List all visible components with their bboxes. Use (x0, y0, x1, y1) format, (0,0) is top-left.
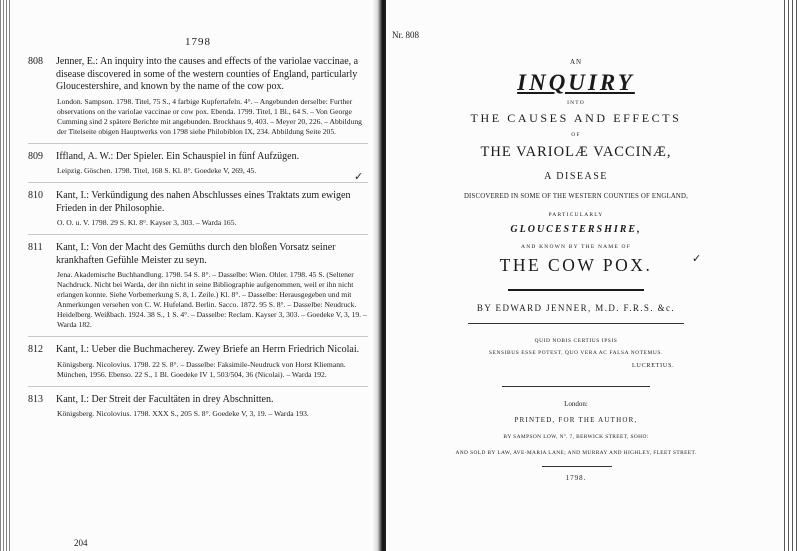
bibliography-entry-813 (28, 394, 368, 420)
bibliography-entry-811 (28, 242, 368, 330)
bibliography-entry-809 (28, 151, 368, 177)
title-discovered: DISCOVERED IN SOME OF THE WESTERN COUNTIES OF ENGLAND, (463, 193, 689, 200)
title-imprint-line2: AND SOLD BY LAW, AVE-MARIA LANE; AND MURRAY AND HIGHLEY, FLEET STREET. (455, 450, 697, 456)
entry-title: Kant, I.: Verkündigung des nahen Abschlusses eines Traktats zum ewigen Frieden in der Philosophie. (56, 190, 351, 214)
title-into: INTO (567, 100, 585, 106)
entry-number: 808 (28, 56, 43, 67)
title-a-disease: A DISEASE (544, 171, 608, 182)
plate-number: Nr. 808 (392, 30, 419, 40)
title-rule (508, 289, 644, 291)
title-of: OF (571, 132, 581, 138)
entry-separator (28, 234, 368, 235)
pencil-tick-mark: ✓ (692, 253, 702, 265)
bibliography-entry-810 (28, 190, 368, 228)
entry-number: 809 (28, 150, 43, 162)
entry-details: London. Sampson. 1798. Titel, 75 S., 4 farbige Kupfertafeln. 4°. – Angebunden derselbe: Further observations on the variolae vaccinae or cow pox. Ebenda. 1799. Titel, 1 Bl., 64 S. – Von George Cumming sind 2 spätere Berichte mit angebunden. Brockhaus 9, 403. – Meyer 20, 226. – Abbildung der Titelseite obigen Hauptwerks von 1798 siehe Philobiblon IX, 234. Abbildung Seite 205. (57, 96, 362, 136)
right-page-title-facsimile (392, 14, 742, 544)
entry-separator (28, 143, 368, 144)
left-page-edge (0, 0, 10, 551)
title-motto-source: LUCRETIUS. (632, 363, 675, 369)
entry-title: Iffland, A. W.: Der Spieler. Ein Schauspiel in fünf Aufzügen. (56, 150, 300, 162)
check-mark-icon: ✓ (354, 171, 364, 183)
title-motto-line2: SENSIBUS ESSE POTEST, QUO VERA AC FALSA NOTEMUS. (489, 350, 663, 356)
entry-number: 811 (28, 242, 43, 253)
entry-title: Kant, I.: Der Streit der Facultäten in drey Abschnitten. (56, 393, 274, 405)
entry-title: Kant, I.: Ueber die Buchmacherey. Zwey Briefe an Herrn Friedrich Nicolai. (56, 344, 360, 355)
entry-separator (28, 336, 368, 337)
entry-separator (28, 386, 368, 387)
title-variolae-vaccinae: THE VARIOLÆ VACCINÆ, (480, 144, 672, 160)
entry-title: Jenner, E.: An inquiry into the causes and effects of the variolae vaccinae, a disease discovered in some of the western counties of England, particularly Gloucestershire, and known by the name of the cow pox. (56, 56, 359, 92)
title-rule-thin (502, 386, 650, 387)
title-gloucestershire: GLOUCESTERSHIRE, (510, 224, 642, 235)
title-causes-effects: THE CAUSES AND EFFECTS (470, 111, 682, 125)
entry-number: 813 (28, 393, 43, 405)
title-known-by: AND KNOWN BY THE NAME OF (521, 244, 631, 250)
entry-details: Jena. Akademische Buchhandlung. 1798. 54 S. 8°. – Dasselbe: Wien. Ohler. 1798. 45 S. (Seltener Nachdruck. Nicht bei Warda, der ihn nicht in seine Bibliographie aufgenommen, weil er ihn nicht erlangen konnte. Siehe Vorbemerkung S. 8, 1. Zeile.) Kl. 8°. – Dasselbe: Herausgegeben und mit Anmerkungen versehen von C. W. Hufeland. Berlin. Sacco. 1872. 95 S. 8°. – Dasselbe: Neudruck. Heidelberg. Weißbach. 1924. 38 S., 1 S. 4°. – Dasselbe: Reclam. Kayser 3, 303. – Goedeke V, 3, 19. – Warda 182. (57, 270, 367, 329)
running-head-year: 1798 (185, 36, 211, 48)
title-rule-thin (542, 466, 612, 467)
book-gutter (372, 0, 386, 551)
title-cow-pox: THE COW POX. (499, 255, 653, 275)
entry-number: 812 (28, 344, 43, 355)
entry-number: 810 (28, 190, 43, 201)
bibliography-entries (28, 56, 368, 419)
bibliography-entry-808 (28, 56, 368, 137)
title-imprint-line1: BY SAMPSON LOW, Nº. 7, BERWICK STREET, SOHO: (503, 434, 649, 440)
entry-details: Leipzig. Göschen. 1798. Titel, 168 S. Kl. 8°. Goedeke V, 269, 45. (57, 166, 257, 175)
title-an: AN (569, 58, 583, 66)
entry-details: Königsberg. Nicolovius. 1798. 22 S. 8°. – Dasselbe: Faksimile-Neudruck von Horst Kliemann. München, 1956. Ebenso. 22 S., 1 Bl. Goedeke IV 1, 503/504, 36 (Nicolai). – Warda 192. (57, 359, 346, 379)
entry-separator (28, 182, 368, 183)
title-author: BY EDWARD JENNER, M.D. F.R.S. &c. (476, 303, 676, 313)
title-rule-thin (468, 323, 684, 324)
left-page (28, 30, 368, 548)
page-number: 204 (74, 538, 88, 548)
entry-details: Königsberg. Nicolovius. 1798. XXX S., 205 S. 8°. Goedeke V, 3, 19. – Warda 193. (57, 409, 309, 418)
entry-title: Kant, I.: Von der Macht des Gemüths durch den bloßen Vorsatz seiner krankhaften Gefühle Meister zu seyn. (56, 242, 336, 266)
title-motto-line1: QUID NOBIS CERTIUS IPSIS (534, 338, 618, 344)
right-page-edge (784, 0, 800, 551)
title-inquiry: INQUIRY (517, 70, 635, 95)
title-printed-for: PRINTED, FOR THE AUTHOR, (514, 416, 638, 424)
entry-details: O. O. u. V. 1798. 29 S. Kl. 8°. Kayser 3, 303. – Warda 165. (57, 218, 237, 227)
bibliography-entry-812 (28, 344, 368, 380)
title-london: London: (564, 400, 588, 408)
title-year: 1798. (565, 474, 587, 482)
title-particularly: PARTICULARLY (548, 212, 604, 218)
